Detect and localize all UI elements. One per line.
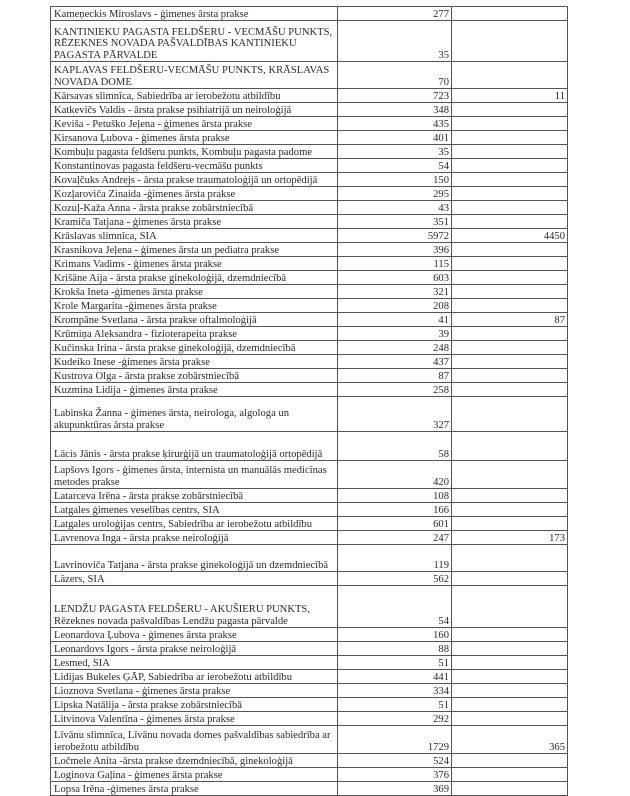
value-cell: 248 — [338, 341, 452, 355]
table-row — [51, 187, 568, 201]
name-cell: Loginova Gaļina - ģimenes ārsta prakse — [51, 768, 338, 782]
extra-value-cell — [452, 159, 568, 173]
table-row — [51, 257, 568, 271]
name-cell: Leonardovs Igors - ārsta prakse neiroloģijā — [51, 642, 338, 656]
name-cell: Kārsavas slimnīca, Sabiedrība ar ierobežotu atbildību — [51, 89, 338, 103]
value-cell: 41 — [338, 313, 452, 327]
value-cell: 35 — [338, 21, 452, 62]
practices-table — [50, 6, 568, 796]
name-cell: Krūmiņa Aleksandra - fizioterapeita prakse — [51, 327, 338, 341]
table-row — [51, 103, 568, 117]
table-row — [51, 754, 568, 768]
value-cell: 334 — [338, 684, 452, 698]
extra-value-cell — [452, 684, 568, 698]
table-row — [51, 628, 568, 642]
extra-value-cell — [452, 517, 568, 531]
value-cell: 119 — [338, 545, 452, 572]
value-cell: 208 — [338, 299, 452, 313]
name-cell: Kirsanova Ļubova - ģimenes ārsta prakse — [51, 131, 338, 145]
extra-value-cell — [452, 586, 568, 628]
extra-value-cell — [452, 173, 568, 187]
name-cell: Latarceva Irēna - ārsta prakse zobārstniecībā — [51, 489, 338, 503]
value-cell: 39 — [338, 327, 452, 341]
table-row — [51, 432, 568, 461]
table-row — [51, 489, 568, 503]
table-row — [51, 670, 568, 684]
table-row — [51, 531, 568, 545]
table-row — [51, 383, 568, 397]
name-cell: Lioznova Svetlana - ģimenes ārsta prakse — [51, 684, 338, 698]
name-cell: Lopsa Irēna -ģimenes ārsta prakse — [51, 782, 338, 796]
name-cell: Lavrenova Inga - ārsta prakse neiroloģijā — [51, 531, 338, 545]
extra-value-cell — [452, 489, 568, 503]
table-row — [51, 89, 568, 103]
extra-value-cell: 87 — [452, 313, 568, 327]
table-row — [51, 243, 568, 257]
extra-value-cell — [452, 62, 568, 89]
name-cell: KAPLAVAS FELDŠERU-VECMĀŠU PUNKTS, KRĀSLAVAS NOVADA DOME — [51, 62, 338, 89]
extra-value-cell — [452, 117, 568, 131]
value-cell: 51 — [338, 698, 452, 712]
extra-value-cell — [452, 327, 568, 341]
name-cell: Līvānu slimnīca, Līvānu novada domes pašvaldības sabiedrība ar ierobežotu atbildību — [51, 726, 338, 754]
value-cell: 369 — [338, 782, 452, 796]
extra-value-cell — [452, 271, 568, 285]
extra-value-cell: 365 — [452, 726, 568, 754]
value-cell: 420 — [338, 461, 452, 489]
extra-value-cell — [452, 145, 568, 159]
value-cell: 87 — [338, 369, 452, 383]
name-cell: Kustrova Olga - ārsta prakse zobārstniecībā — [51, 369, 338, 383]
value-cell: 437 — [338, 355, 452, 369]
data-table-page — [50, 6, 568, 796]
value-cell: 348 — [338, 103, 452, 117]
table-row — [51, 397, 568, 432]
extra-value-cell — [452, 21, 568, 62]
value-cell: 115 — [338, 257, 452, 271]
table-row — [51, 656, 568, 670]
value-cell: 54 — [338, 586, 452, 628]
extra-value-cell — [452, 656, 568, 670]
extra-value-cell — [452, 285, 568, 299]
table-row — [51, 369, 568, 383]
name-cell: Leonardova Ļubova - ģimenes ārsta prakse — [51, 628, 338, 642]
value-cell: 160 — [338, 628, 452, 642]
table-row — [51, 712, 568, 726]
table-row — [51, 173, 568, 187]
value-cell: 58 — [338, 432, 452, 461]
table-row — [51, 299, 568, 313]
extra-value-cell — [452, 103, 568, 117]
name-cell: Kramiča Tatjana - ģimenes ārsta prakse — [51, 215, 338, 229]
value-cell: 295 — [338, 187, 452, 201]
table-row — [51, 62, 568, 89]
extra-value-cell — [452, 628, 568, 642]
name-cell: KANTINIEKU PAGASTA FELDŠERU - VECMĀŠU PUNKTS, RĒZEKNES NOVADA PAŠVALDĪBAS KANTINIEKU PAGASTA PĀRVALDE — [51, 21, 338, 62]
value-cell: 524 — [338, 754, 452, 768]
table-row — [51, 271, 568, 285]
table-row — [51, 285, 568, 299]
value-cell: 723 — [338, 89, 452, 103]
extra-value-cell — [452, 201, 568, 215]
name-cell: Ločmele Anita -ārsta prakse dzemdniecībā, ginekoloģijā — [51, 754, 338, 768]
table-row — [51, 586, 568, 628]
extra-value-cell — [452, 215, 568, 229]
extra-value-cell: 11 — [452, 89, 568, 103]
value-cell: 88 — [338, 642, 452, 656]
value-cell: 441 — [338, 670, 452, 684]
value-cell: 51 — [338, 656, 452, 670]
name-cell: Kučinska Irina - ārsta prakse ginekoloģijā, dzemdniecībā — [51, 341, 338, 355]
name-cell: Kombuļu pagasta feldšeru punkts, Kombuļu pagasta padome — [51, 145, 338, 159]
table-row — [51, 313, 568, 327]
name-cell: Kudeiko Inese -ģimenes ārsta prakse — [51, 355, 338, 369]
table-row — [51, 642, 568, 656]
extra-value-cell — [452, 341, 568, 355]
table-row — [51, 145, 568, 159]
name-cell: Labinska Žanna - ģimenes ārsta, neirologa, algologa un akupunktūras ārsta prakse — [51, 397, 338, 432]
name-cell: Kozuļ-Kaža Anna - ārsta prakse zobārstniecībā — [51, 201, 338, 215]
extra-value-cell — [452, 545, 568, 572]
table-body — [51, 7, 568, 796]
value-cell: 435 — [338, 117, 452, 131]
extra-value-cell — [452, 461, 568, 489]
name-cell: Litvinova Valentīna - ģimenes ārsta prakse — [51, 712, 338, 726]
value-cell: 108 — [338, 489, 452, 503]
name-cell: Konstantinovas pagasta feldšeru-vecmāšu punkts — [51, 159, 338, 173]
table-row — [51, 572, 568, 586]
extra-value-cell — [452, 754, 568, 768]
extra-value-cell — [452, 782, 568, 796]
extra-value-cell — [452, 572, 568, 586]
value-cell: 321 — [338, 285, 452, 299]
value-cell: 277 — [338, 7, 452, 21]
name-cell: Krāslavas slimnīca, SIA — [51, 229, 338, 243]
extra-value-cell — [452, 187, 568, 201]
extra-value-cell — [452, 257, 568, 271]
value-cell: 401 — [338, 131, 452, 145]
name-cell: Lavrinoviča Tatjana - ārsta prakse ginekoloģijā un dzemdniecībā — [51, 545, 338, 572]
name-cell: Lapšovs Igors - ģimenes ārsta, internista un manuālās medicīnas metodes prakse — [51, 461, 338, 489]
name-cell: Krasnikova Jeļena - ģimenes ārsta un pediatra prakse — [51, 243, 338, 257]
extra-value-cell — [452, 503, 568, 517]
name-cell: Kozļarovičа Zinaida -ģimenes ārsta prakse — [51, 187, 338, 201]
table-row — [51, 131, 568, 145]
table-row — [51, 159, 568, 173]
extra-value-cell — [452, 131, 568, 145]
value-cell: 327 — [338, 397, 452, 432]
name-cell: Katkevičs Valdis - ārsta prakse psihiatrijā un neiroloģijā — [51, 103, 338, 117]
extra-value-cell — [452, 642, 568, 656]
name-cell: Kovaļčuks Andrejs - ārsta prakse traumatoloģijā un ortopēdijā — [51, 173, 338, 187]
name-cell: Lesmed, SIA — [51, 656, 338, 670]
table-row — [51, 517, 568, 531]
name-cell: Latgales uroloģijas centrs, Sabiedrība ar ierobežotu atbildību — [51, 517, 338, 531]
value-cell: 292 — [338, 712, 452, 726]
name-cell: Krišāne Aija - ārsta prakse ginekoloģijā, dzemdniecībā — [51, 271, 338, 285]
extra-value-cell — [452, 383, 568, 397]
table-row — [51, 726, 568, 754]
value-cell: 166 — [338, 503, 452, 517]
extra-value-cell: 4450 — [452, 229, 568, 243]
value-cell: 43 — [338, 201, 452, 215]
value-cell: 603 — [338, 271, 452, 285]
value-cell: 54 — [338, 159, 452, 173]
name-cell: Lācis Jānis - ārsta prakse ķirurģijā un traumatoloģijā ortopēdijā — [51, 432, 338, 461]
table-row — [51, 461, 568, 489]
value-cell: 351 — [338, 215, 452, 229]
table-row — [51, 117, 568, 131]
name-cell: Kuzmina Lidija - ģimenes ārsta prakse — [51, 383, 338, 397]
name-cell: Kameņeckis Miroslavs - ģimenes ārsta prakse — [51, 7, 338, 21]
table-row — [51, 503, 568, 517]
value-cell: 70 — [338, 62, 452, 89]
extra-value-cell: 173 — [452, 531, 568, 545]
name-cell: Latgales ģimenes veselības centrs, SIA — [51, 503, 338, 517]
table-row — [51, 215, 568, 229]
table-row — [51, 355, 568, 369]
table-row — [51, 698, 568, 712]
name-cell: Krokša Ineta -ģimenes ārsta prakse — [51, 285, 338, 299]
table-row — [51, 229, 568, 243]
value-cell: 258 — [338, 383, 452, 397]
name-cell: Lipska Natālija - ārsta prakse zobārstniecībā — [51, 698, 338, 712]
extra-value-cell — [452, 698, 568, 712]
value-cell: 601 — [338, 517, 452, 531]
extra-value-cell — [452, 369, 568, 383]
name-cell: Krimans Vadims - ģimenes ārsta prakse — [51, 257, 338, 271]
extra-value-cell — [452, 432, 568, 461]
name-cell: Keviša - Petuško Jeļena - ģimenes ārsta prakse — [51, 117, 338, 131]
value-cell: 35 — [338, 145, 452, 159]
extra-value-cell — [452, 243, 568, 257]
name-cell: LENDŽU PAGASTA FELDŠERU - AKUŠIERU PUNKTS, Rēzeknes novada pašvaldības Lendžu pagasta pārvalde — [51, 586, 338, 628]
table-row — [51, 327, 568, 341]
name-cell: Krole Margarita -ģimenes ārsta prakse — [51, 299, 338, 313]
table-row — [51, 768, 568, 782]
extra-value-cell — [452, 7, 568, 21]
value-cell: 5972 — [338, 229, 452, 243]
value-cell: 150 — [338, 173, 452, 187]
extra-value-cell — [452, 397, 568, 432]
extra-value-cell — [452, 299, 568, 313]
extra-value-cell — [452, 712, 568, 726]
extra-value-cell — [452, 355, 568, 369]
name-cell: Krompāne Svetlana - ārsta prakse oftalmoloģijā — [51, 313, 338, 327]
name-cell: Lidijas Bukeles ĢĀP, Sabiedrība ar ierobežotu atbildību — [51, 670, 338, 684]
value-cell: 562 — [338, 572, 452, 586]
table-row — [51, 782, 568, 796]
value-cell: 1729 — [338, 726, 452, 754]
name-cell: Läzers, SIA — [51, 572, 338, 586]
value-cell: 376 — [338, 768, 452, 782]
value-cell: 247 — [338, 531, 452, 545]
table-row — [51, 684, 568, 698]
table-row — [51, 21, 568, 62]
value-cell: 396 — [338, 243, 452, 257]
table-row — [51, 201, 568, 215]
table-row — [51, 545, 568, 572]
extra-value-cell — [452, 768, 568, 782]
table-row — [51, 7, 568, 21]
extra-value-cell — [452, 670, 568, 684]
table-row — [51, 341, 568, 355]
